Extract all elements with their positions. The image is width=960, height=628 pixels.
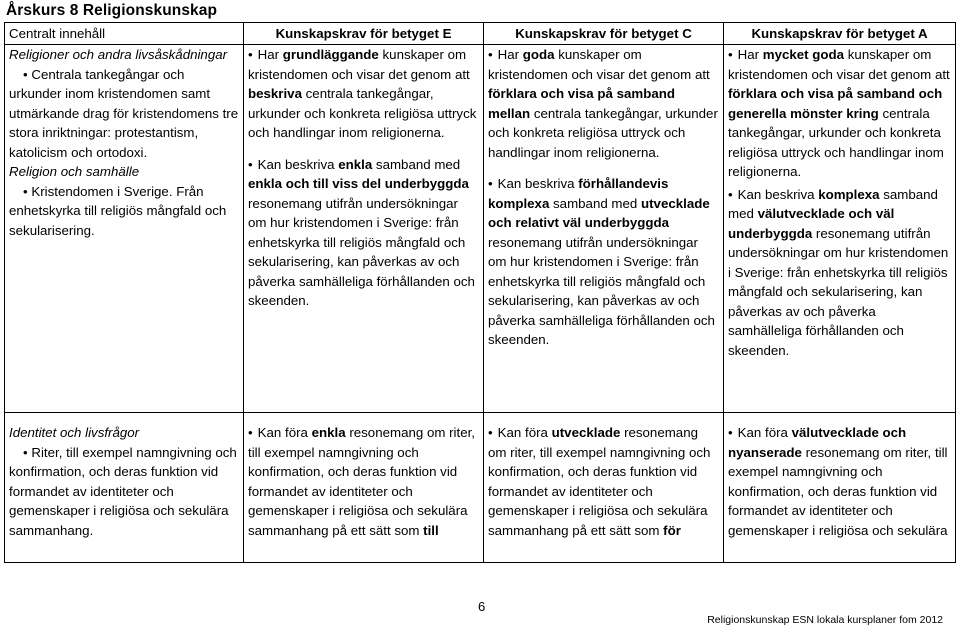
bullet-icon: •: [488, 47, 493, 62]
requirement-text: • Kan föra välutvecklade och nyanserade resonemang om riter, till exempel namngivning och konfirmation, och deras funktion vid formandet av identiteter och gemenskaper i religiösa och sekulära: [728, 425, 948, 538]
curriculum-table: [4, 22, 956, 563]
header-row: [5, 23, 956, 45]
header-central-content: Centralt innehåll: [5, 23, 244, 45]
bullet-icon: •: [23, 183, 28, 199]
requirement-text: • Kan beskriva komplexa samband med välutvecklade och väl underbyggda resonemang utifrån undersökningar om hur kristendomen i Sverige: från enhetskyrka till religiös mångfald och sekularisering, kan påverkas av och påverka samhälleliga förhållanden och skeenden.: [728, 186, 949, 358]
requirement-text: • Kan föra enkla resonemang om riter, till exempel namngivning och konfirmation, och deras funktion vid formandet av identiteter och gemenskaper i religiösa och sekulära sammanhang på ett sätt som till: [248, 425, 475, 538]
section-heading: Religioner och andra livsåskådningar: [9, 47, 228, 62]
bullet-icon: •: [728, 425, 733, 440]
requirement-text: • Kan föra utvecklade resonemang om riter, till exempel namngivning och konfirmation, och deras funktion vid formandet av identiteter och gemenskaper i religiösa och sekulära sammanhang på ett sätt som för: [488, 425, 711, 538]
content-cell: [5, 413, 244, 563]
footer-course-name: Religionskunskap ESN lokala kursplaner fom 2012: [707, 614, 943, 626]
section-heading: Identitet och livsfrågor: [9, 425, 140, 440]
bullet-icon: •: [728, 186, 733, 202]
bullet-icon: •: [488, 425, 493, 440]
list-item: • Kristendomen i Sverige. Från enhetskyrka till religiös mångfald och sekularisering.: [9, 183, 227, 238]
table-row: [5, 413, 956, 563]
grade-c-cell: [484, 413, 724, 563]
list-item: • Centrala tankegångar och urkunder inom kristendomen samt utmärkande drag för kristendomens tre stora inriktningar: protestantism, katolicism och ortodoxi.: [9, 66, 239, 160]
grade-e-cell: [244, 45, 484, 413]
bullet-icon: •: [728, 47, 733, 62]
bullet-icon: •: [248, 156, 253, 172]
requirement-text: • Kan beskriva enkla samband med enkla och till viss del underbyggda resonemang utifrån undersökningar om hur kristendomen i Sverige: från enhetskyrka till religiös mångfald och sekularisering, kan påverkas av och påverka samhälleliga förhållanden och skeenden.: [248, 156, 475, 308]
header-grade-e: Kunskapskrav för betyget E: [244, 23, 484, 45]
document-title: Årskurs 8 Religionskunskap: [6, 2, 218, 19]
bullet-icon: •: [23, 444, 28, 460]
bullet-icon: •: [23, 66, 28, 82]
content-cell: [5, 45, 244, 413]
table-row: [5, 45, 956, 413]
requirement-text: • Kan beskriva förhållandevis komplexa samband med utvecklade och relativt väl underbyggda resonemang utifrån undersökningar om hur kristendomen i Sverige: från enhetskyrka till religiös mångfald och sekularisering, kan påverkas av och påverka samhälleliga förhållanden och skeenden.: [488, 176, 715, 347]
requirement-text: • Har goda kunskaper om kristendomen och visar det genom att förklara och visa på samband mellan centrala tankegångar, urkunder och konkreta religiösa uttryck och handlingar inom religionerna.: [488, 47, 718, 160]
grade-a-cell: [724, 413, 956, 563]
requirement-text: • Har grundläggande kunskaper om kristendomen och visar det genom att beskriva centrala tankegångar, urkunder och konkreta religiösa uttryck och handlingar inom religionerna.: [248, 47, 477, 140]
header-grade-a: Kunskapskrav för betyget A: [724, 23, 956, 45]
page-number: 6: [478, 599, 486, 614]
section-heading: Religion och samhälle: [9, 164, 140, 179]
bullet-icon: •: [248, 425, 253, 440]
bullet-icon: •: [488, 176, 493, 191]
list-item: • Riter, till exempel namngivning och konfirmation, och deras funktion vid formandet av identiteter och gemenskaper i religiösa och sekulära sammanhang.: [9, 444, 237, 538]
requirement-text: • Har mycket goda kunskaper om kristendomen och visar det genom att förklara och visa på samband och generella mönster kring centrala tankegångar, urkunder och konkreta religiösa uttryck och handlingar inom religionerna.: [728, 47, 950, 179]
header-grade-c: Kunskapskrav för betyget C: [484, 23, 724, 45]
grade-e-cell: [244, 413, 484, 563]
bullet-icon: •: [248, 47, 253, 62]
grade-a-cell: [724, 45, 956, 413]
grade-c-cell: [484, 45, 724, 413]
